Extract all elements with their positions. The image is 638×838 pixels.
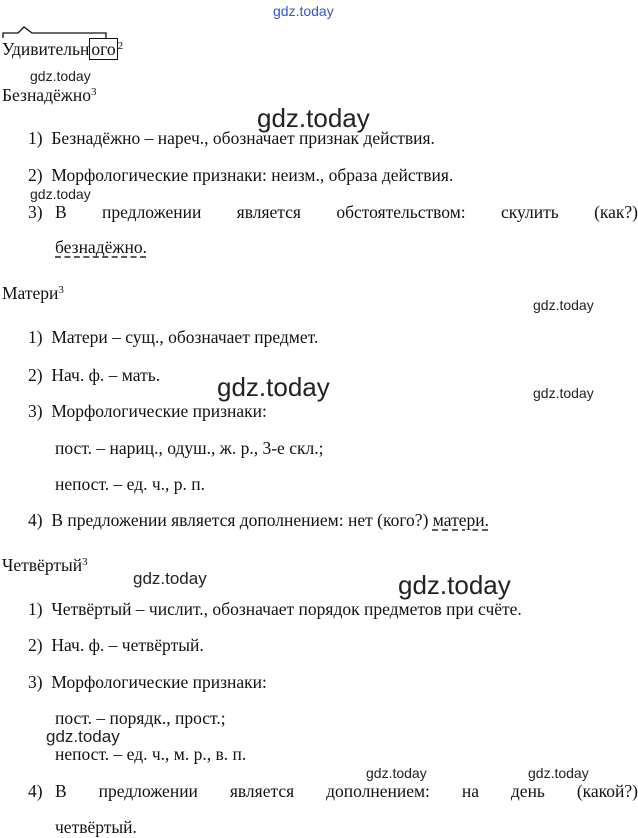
list-subline: пост. – нариц., одуш., ж. р., 3-е скл.; xyxy=(55,438,324,458)
header-word xyxy=(2,38,123,60)
watermark: gdz.today xyxy=(533,297,594,313)
list-item: 3) В предложении является обстоятельством: скулить (как?) xyxy=(28,202,638,222)
word-ending: ого xyxy=(91,39,116,59)
list-item: 2) Морфологические признаки: неизм., образа действия. xyxy=(28,165,454,185)
list-subline: пост. – порядк., прост.; xyxy=(55,708,226,728)
list-item: 2) Нач. ф. – четвёртый. xyxy=(28,635,204,655)
watermark: gdz.today xyxy=(533,385,594,401)
watermark: gdz.today xyxy=(366,765,427,781)
list-item-continuation: четвёртый. xyxy=(55,817,137,837)
section-title: Безнадёжно$^3$ xyxy=(2,85,97,105)
list-item: 1) Четвёртый – числит., обозначает порядок предметов при счёте. xyxy=(28,599,522,619)
word-stem: Удивительн xyxy=(2,39,90,59)
watermark: gdz.today xyxy=(398,570,511,600)
list-item: 4) В предложении является дополнением: нет (кого?) матери. xyxy=(28,510,489,530)
list-subline: непост. – ед. ч., р. п. xyxy=(55,474,206,494)
watermark: gdz.today xyxy=(273,3,334,19)
watermark: gdz.today xyxy=(528,765,589,781)
list-item: 3) Морфологические признаки: xyxy=(28,672,267,692)
list-item-continuation: безнадёжно. xyxy=(55,237,147,257)
section-title: Четвёртый$^3$ xyxy=(2,555,88,575)
list-item: 1) Безнадёжно – нареч., обозначает признак действия. xyxy=(28,128,435,148)
watermark: gdz.today xyxy=(30,186,91,202)
footnote-mark: 2 xyxy=(117,40,124,52)
watermark: gdz.today xyxy=(46,727,120,746)
list-item: 4) В предложении является дополнением: на день (какой?) xyxy=(28,781,638,801)
watermark: gdz.today xyxy=(257,103,370,133)
list-subline: непост. – ед. ч., м. р., в. п. xyxy=(55,744,247,764)
list-item: 3) Морфологические признаки: xyxy=(28,401,267,421)
watermark: gdz.today xyxy=(133,569,207,588)
watermark: gdz.today xyxy=(30,68,91,84)
section-title: Матери$^3$ xyxy=(2,283,64,303)
list-item: 2) Нач. ф. – мать. xyxy=(28,365,161,385)
stem-mark xyxy=(0,24,140,40)
watermark: gdz.today xyxy=(217,372,330,402)
list-item: 1) Матери – сущ., обозначает предмет. xyxy=(28,327,319,347)
